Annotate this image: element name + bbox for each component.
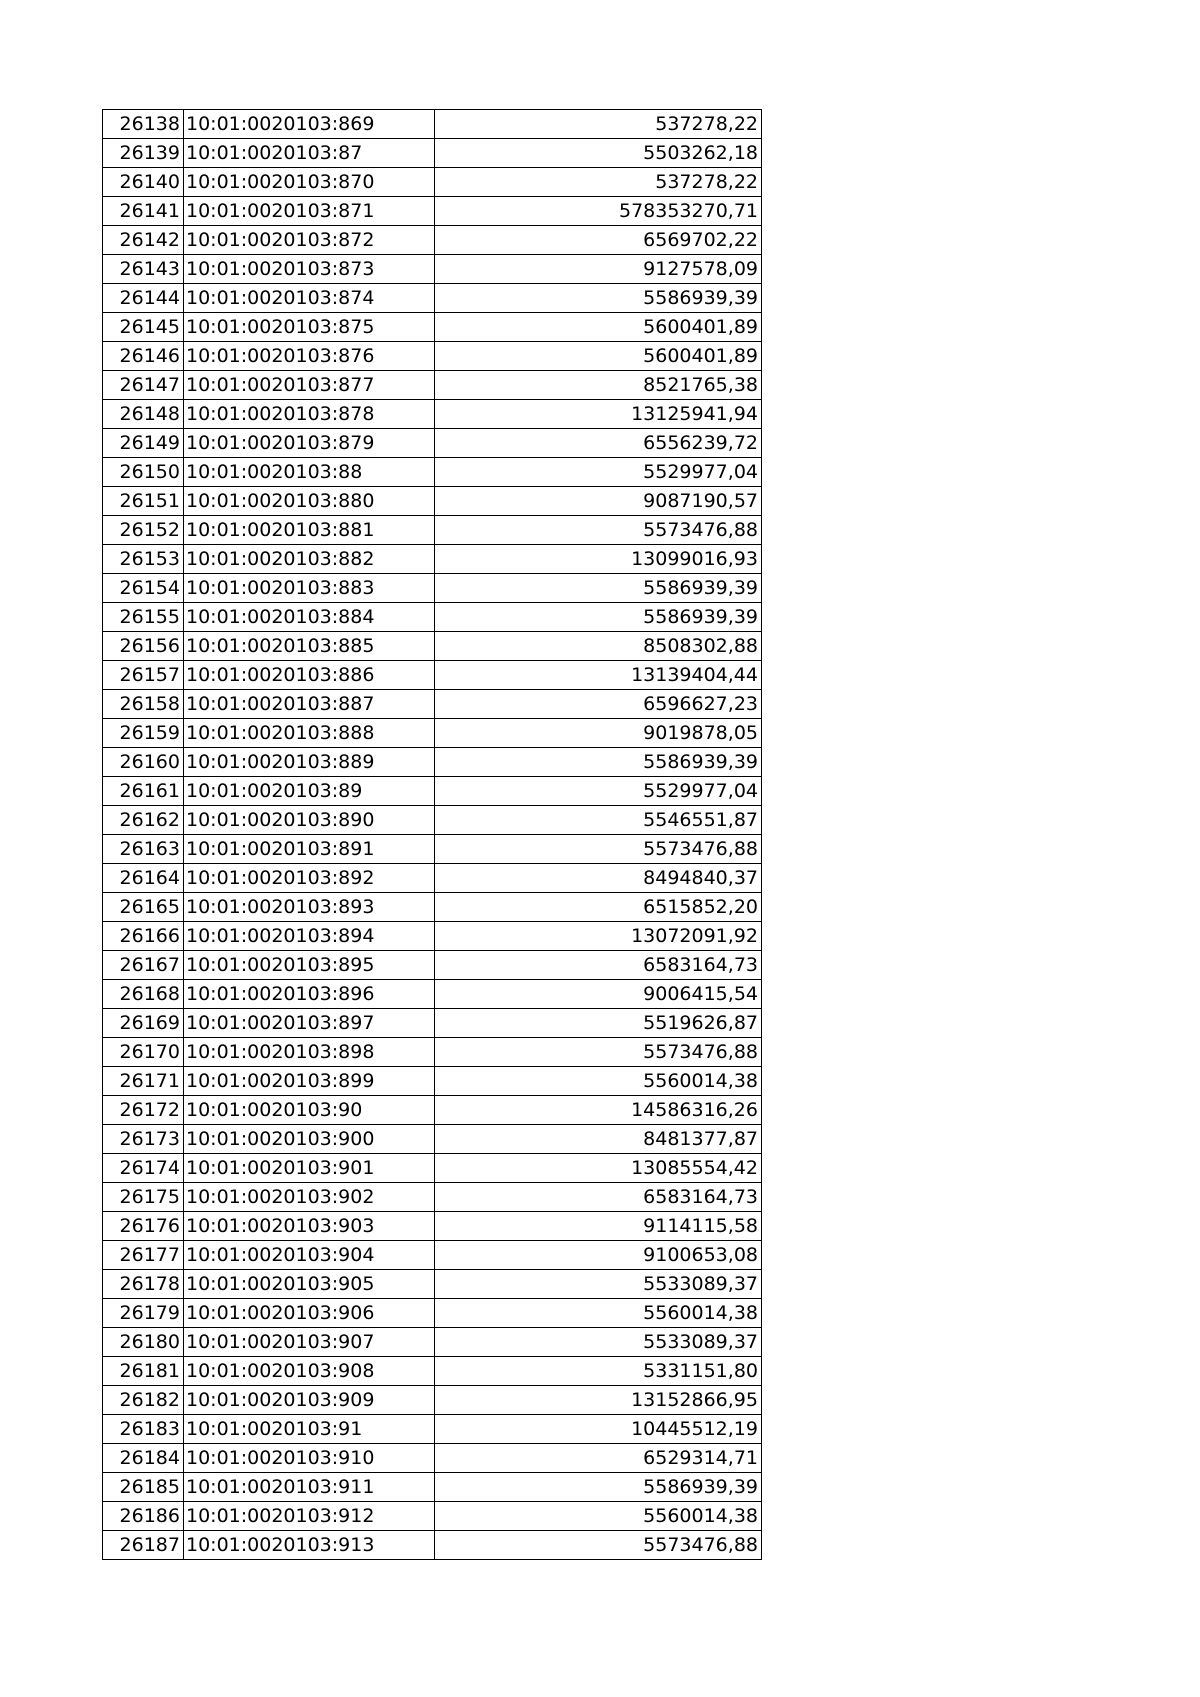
row-number-cell: 26185 — [103, 1473, 184, 1502]
row-number-cell: 26186 — [103, 1502, 184, 1531]
row-number-cell: 26153 — [103, 545, 184, 574]
value-cell: 5533089,37 — [435, 1270, 762, 1299]
cadastral-number-cell: 10:01:0020103:881 — [184, 516, 435, 545]
table-row — [103, 1444, 762, 1473]
table-row — [103, 487, 762, 516]
row-number-cell: 26160 — [103, 748, 184, 777]
value-cell: 13085554,42 — [435, 1154, 762, 1183]
value-cell: 6515852,20 — [435, 893, 762, 922]
value-cell: 9100653,08 — [435, 1241, 762, 1270]
cadastral-number-cell: 10:01:0020103:904 — [184, 1241, 435, 1270]
row-number-cell: 26175 — [103, 1183, 184, 1212]
cadastral-number-cell: 10:01:0020103:880 — [184, 487, 435, 516]
row-number-cell: 26168 — [103, 980, 184, 1009]
value-cell: 6529314,71 — [435, 1444, 762, 1473]
cadastral-number-cell: 10:01:0020103:907 — [184, 1328, 435, 1357]
table-row — [103, 864, 762, 893]
row-number-cell: 26166 — [103, 922, 184, 951]
value-cell: 578353270,71 — [435, 197, 762, 226]
value-cell: 5519626,87 — [435, 1009, 762, 1038]
row-number-cell: 26147 — [103, 371, 184, 400]
row-number-cell: 26151 — [103, 487, 184, 516]
cadastral-number-cell: 10:01:0020103:903 — [184, 1212, 435, 1241]
value-cell: 5573476,88 — [435, 516, 762, 545]
table-row — [103, 284, 762, 313]
row-number-cell: 26171 — [103, 1067, 184, 1096]
row-number-cell: 26187 — [103, 1531, 184, 1560]
row-number-cell: 26174 — [103, 1154, 184, 1183]
value-cell: 5529977,04 — [435, 458, 762, 487]
row-number-cell: 26184 — [103, 1444, 184, 1473]
cadastral-number-cell: 10:01:0020103:886 — [184, 661, 435, 690]
table-row — [103, 835, 762, 864]
table-row — [103, 342, 762, 371]
row-number-cell: 26177 — [103, 1241, 184, 1270]
table-row — [103, 400, 762, 429]
cadastral-number-cell: 10:01:0020103:891 — [184, 835, 435, 864]
value-cell: 5586939,39 — [435, 1473, 762, 1502]
cadastral-number-cell: 10:01:0020103:913 — [184, 1531, 435, 1560]
cadastral-number-cell: 10:01:0020103:879 — [184, 429, 435, 458]
cadastral-number-cell: 10:01:0020103:902 — [184, 1183, 435, 1212]
row-number-cell: 26154 — [103, 574, 184, 603]
value-cell: 8494840,37 — [435, 864, 762, 893]
row-number-cell: 26155 — [103, 603, 184, 632]
value-cell: 5586939,39 — [435, 574, 762, 603]
value-cell: 5573476,88 — [435, 1531, 762, 1560]
value-cell: 5560014,38 — [435, 1299, 762, 1328]
row-number-cell: 26183 — [103, 1415, 184, 1444]
row-number-cell: 26167 — [103, 951, 184, 980]
value-cell: 537278,22 — [435, 168, 762, 197]
cadastral-number-cell: 10:01:0020103:898 — [184, 1038, 435, 1067]
value-cell: 13125941,94 — [435, 400, 762, 429]
table-row — [103, 1270, 762, 1299]
cadastral-number-cell: 10:01:0020103:905 — [184, 1270, 435, 1299]
table-row — [103, 603, 762, 632]
row-number-cell: 26163 — [103, 835, 184, 864]
row-number-cell: 26181 — [103, 1357, 184, 1386]
cadastral-number-cell: 10:01:0020103:896 — [184, 980, 435, 1009]
table-row — [103, 1038, 762, 1067]
table-row — [103, 1502, 762, 1531]
row-number-cell: 26138 — [103, 110, 184, 139]
value-cell: 6556239,72 — [435, 429, 762, 458]
row-number-cell: 26169 — [103, 1009, 184, 1038]
value-cell: 5560014,38 — [435, 1067, 762, 1096]
table-row — [103, 1531, 762, 1560]
cadastral-number-cell: 10:01:0020103:883 — [184, 574, 435, 603]
row-number-cell: 26182 — [103, 1386, 184, 1415]
cadastral-number-cell: 10:01:0020103:90 — [184, 1096, 435, 1125]
table-row — [103, 1183, 762, 1212]
table-row — [103, 1386, 762, 1415]
table-row — [103, 139, 762, 168]
row-number-cell: 26146 — [103, 342, 184, 371]
value-cell: 13152866,95 — [435, 1386, 762, 1415]
value-cell: 9087190,57 — [435, 487, 762, 516]
cadastral-number-cell: 10:01:0020103:877 — [184, 371, 435, 400]
value-cell: 537278,22 — [435, 110, 762, 139]
value-cell: 5529977,04 — [435, 777, 762, 806]
table-row — [103, 516, 762, 545]
value-cell: 9127578,09 — [435, 255, 762, 284]
cadastral-number-cell: 10:01:0020103:91 — [184, 1415, 435, 1444]
value-cell: 13099016,93 — [435, 545, 762, 574]
value-cell: 5573476,88 — [435, 1038, 762, 1067]
cadastral-number-cell: 10:01:0020103:911 — [184, 1473, 435, 1502]
row-number-cell: 26176 — [103, 1212, 184, 1241]
row-number-cell: 26156 — [103, 632, 184, 661]
value-cell: 9006415,54 — [435, 980, 762, 1009]
cadastral-number-cell: 10:01:0020103:909 — [184, 1386, 435, 1415]
table-row — [103, 226, 762, 255]
cadastral-number-cell: 10:01:0020103:87 — [184, 139, 435, 168]
row-number-cell: 26144 — [103, 284, 184, 313]
table-row — [103, 1415, 762, 1444]
value-cell: 5533089,37 — [435, 1328, 762, 1357]
row-number-cell: 26152 — [103, 516, 184, 545]
cadastral-number-cell: 10:01:0020103:876 — [184, 342, 435, 371]
value-cell: 6569702,22 — [435, 226, 762, 255]
cadastral-number-cell: 10:01:0020103:889 — [184, 748, 435, 777]
table-row — [103, 893, 762, 922]
row-number-cell: 26178 — [103, 1270, 184, 1299]
table-row — [103, 922, 762, 951]
cadastral-number-cell: 10:01:0020103:901 — [184, 1154, 435, 1183]
table-row — [103, 197, 762, 226]
value-cell: 10445512,19 — [435, 1415, 762, 1444]
table-row — [103, 168, 762, 197]
cadastral-number-cell: 10:01:0020103:875 — [184, 313, 435, 342]
row-number-cell: 26142 — [103, 226, 184, 255]
row-number-cell: 26172 — [103, 1096, 184, 1125]
cadastral-number-cell: 10:01:0020103:873 — [184, 255, 435, 284]
value-cell: 8521765,38 — [435, 371, 762, 400]
cadastral-number-cell: 10:01:0020103:894 — [184, 922, 435, 951]
table-row — [103, 545, 762, 574]
cadastral-number-cell: 10:01:0020103:872 — [184, 226, 435, 255]
table-row — [103, 661, 762, 690]
value-cell: 5586939,39 — [435, 284, 762, 313]
row-number-cell: 26180 — [103, 1328, 184, 1357]
row-number-cell: 26140 — [103, 168, 184, 197]
cadastral-number-cell: 10:01:0020103:874 — [184, 284, 435, 313]
cadastral-number-cell: 10:01:0020103:869 — [184, 110, 435, 139]
cadastral-number-cell: 10:01:0020103:912 — [184, 1502, 435, 1531]
value-cell: 9114115,58 — [435, 1212, 762, 1241]
cadastral-number-cell: 10:01:0020103:887 — [184, 690, 435, 719]
cadastral-number-cell: 10:01:0020103:895 — [184, 951, 435, 980]
cadastral-number-cell: 10:01:0020103:908 — [184, 1357, 435, 1386]
table-row — [103, 1067, 762, 1096]
cadastral-number-cell: 10:01:0020103:871 — [184, 197, 435, 226]
cadastral-number-cell: 10:01:0020103:884 — [184, 603, 435, 632]
row-number-cell: 26161 — [103, 777, 184, 806]
cadastral-number-cell: 10:01:0020103:882 — [184, 545, 435, 574]
row-number-cell: 26158 — [103, 690, 184, 719]
value-cell: 5600401,89 — [435, 342, 762, 371]
table-row — [103, 1212, 762, 1241]
value-cell: 8481377,87 — [435, 1125, 762, 1154]
cadastral-number-cell: 10:01:0020103:88 — [184, 458, 435, 487]
table-row — [103, 1096, 762, 1125]
table-row — [103, 951, 762, 980]
table-row — [103, 1009, 762, 1038]
row-number-cell: 26143 — [103, 255, 184, 284]
cadastral-number-cell: 10:01:0020103:89 — [184, 777, 435, 806]
row-number-cell: 26150 — [103, 458, 184, 487]
table-row — [103, 980, 762, 1009]
row-number-cell: 26139 — [103, 139, 184, 168]
table-row — [103, 1241, 762, 1270]
table-row — [103, 690, 762, 719]
value-cell: 5600401,89 — [435, 313, 762, 342]
cadastral-number-cell: 10:01:0020103:870 — [184, 168, 435, 197]
table-row — [103, 719, 762, 748]
row-number-cell: 26170 — [103, 1038, 184, 1067]
table-row — [103, 371, 762, 400]
table-row — [103, 777, 762, 806]
data-table — [102, 109, 762, 1560]
table-row — [103, 806, 762, 835]
value-cell: 5503262,18 — [435, 139, 762, 168]
cadastral-number-cell: 10:01:0020103:878 — [184, 400, 435, 429]
cadastral-number-cell: 10:01:0020103:910 — [184, 1444, 435, 1473]
table-row — [103, 1473, 762, 1502]
value-cell: 5331151,80 — [435, 1357, 762, 1386]
value-cell: 9019878,05 — [435, 719, 762, 748]
row-number-cell: 26157 — [103, 661, 184, 690]
table-row — [103, 458, 762, 487]
value-cell: 8508302,88 — [435, 632, 762, 661]
value-cell: 14586316,26 — [435, 1096, 762, 1125]
value-cell: 5586939,39 — [435, 748, 762, 777]
row-number-cell: 26159 — [103, 719, 184, 748]
cadastral-number-cell: 10:01:0020103:897 — [184, 1009, 435, 1038]
row-number-cell: 26164 — [103, 864, 184, 893]
table-row — [103, 429, 762, 458]
table-row — [103, 255, 762, 284]
table-row — [103, 1299, 762, 1328]
row-number-cell: 26165 — [103, 893, 184, 922]
value-cell: 6596627,23 — [435, 690, 762, 719]
row-number-cell: 26162 — [103, 806, 184, 835]
cadastral-number-cell: 10:01:0020103:900 — [184, 1125, 435, 1154]
value-cell: 5573476,88 — [435, 835, 762, 864]
table-row — [103, 1125, 762, 1154]
table-row — [103, 632, 762, 661]
row-number-cell: 26148 — [103, 400, 184, 429]
value-cell: 5546551,87 — [435, 806, 762, 835]
cadastral-number-cell: 10:01:0020103:899 — [184, 1067, 435, 1096]
table-row — [103, 574, 762, 603]
table-row — [103, 1328, 762, 1357]
value-cell: 13072091,92 — [435, 922, 762, 951]
value-cell: 5586939,39 — [435, 603, 762, 632]
table-row — [103, 1357, 762, 1386]
value-cell: 6583164,73 — [435, 951, 762, 980]
cadastral-number-cell: 10:01:0020103:906 — [184, 1299, 435, 1328]
cadastral-number-cell: 10:01:0020103:888 — [184, 719, 435, 748]
value-cell: 13139404,44 — [435, 661, 762, 690]
cadastral-number-cell: 10:01:0020103:892 — [184, 864, 435, 893]
row-number-cell: 26173 — [103, 1125, 184, 1154]
table-row — [103, 748, 762, 777]
table-row — [103, 1154, 762, 1183]
value-cell: 6583164,73 — [435, 1183, 762, 1212]
table-row — [103, 313, 762, 342]
row-number-cell: 26179 — [103, 1299, 184, 1328]
value-cell: 5560014,38 — [435, 1502, 762, 1531]
cadastral-number-cell: 10:01:0020103:890 — [184, 806, 435, 835]
cadastral-number-cell: 10:01:0020103:893 — [184, 893, 435, 922]
row-number-cell: 26149 — [103, 429, 184, 458]
row-number-cell: 26141 — [103, 197, 184, 226]
table-row — [103, 110, 762, 139]
row-number-cell: 26145 — [103, 313, 184, 342]
table-body — [103, 110, 762, 1560]
cadastral-number-cell: 10:01:0020103:885 — [184, 632, 435, 661]
